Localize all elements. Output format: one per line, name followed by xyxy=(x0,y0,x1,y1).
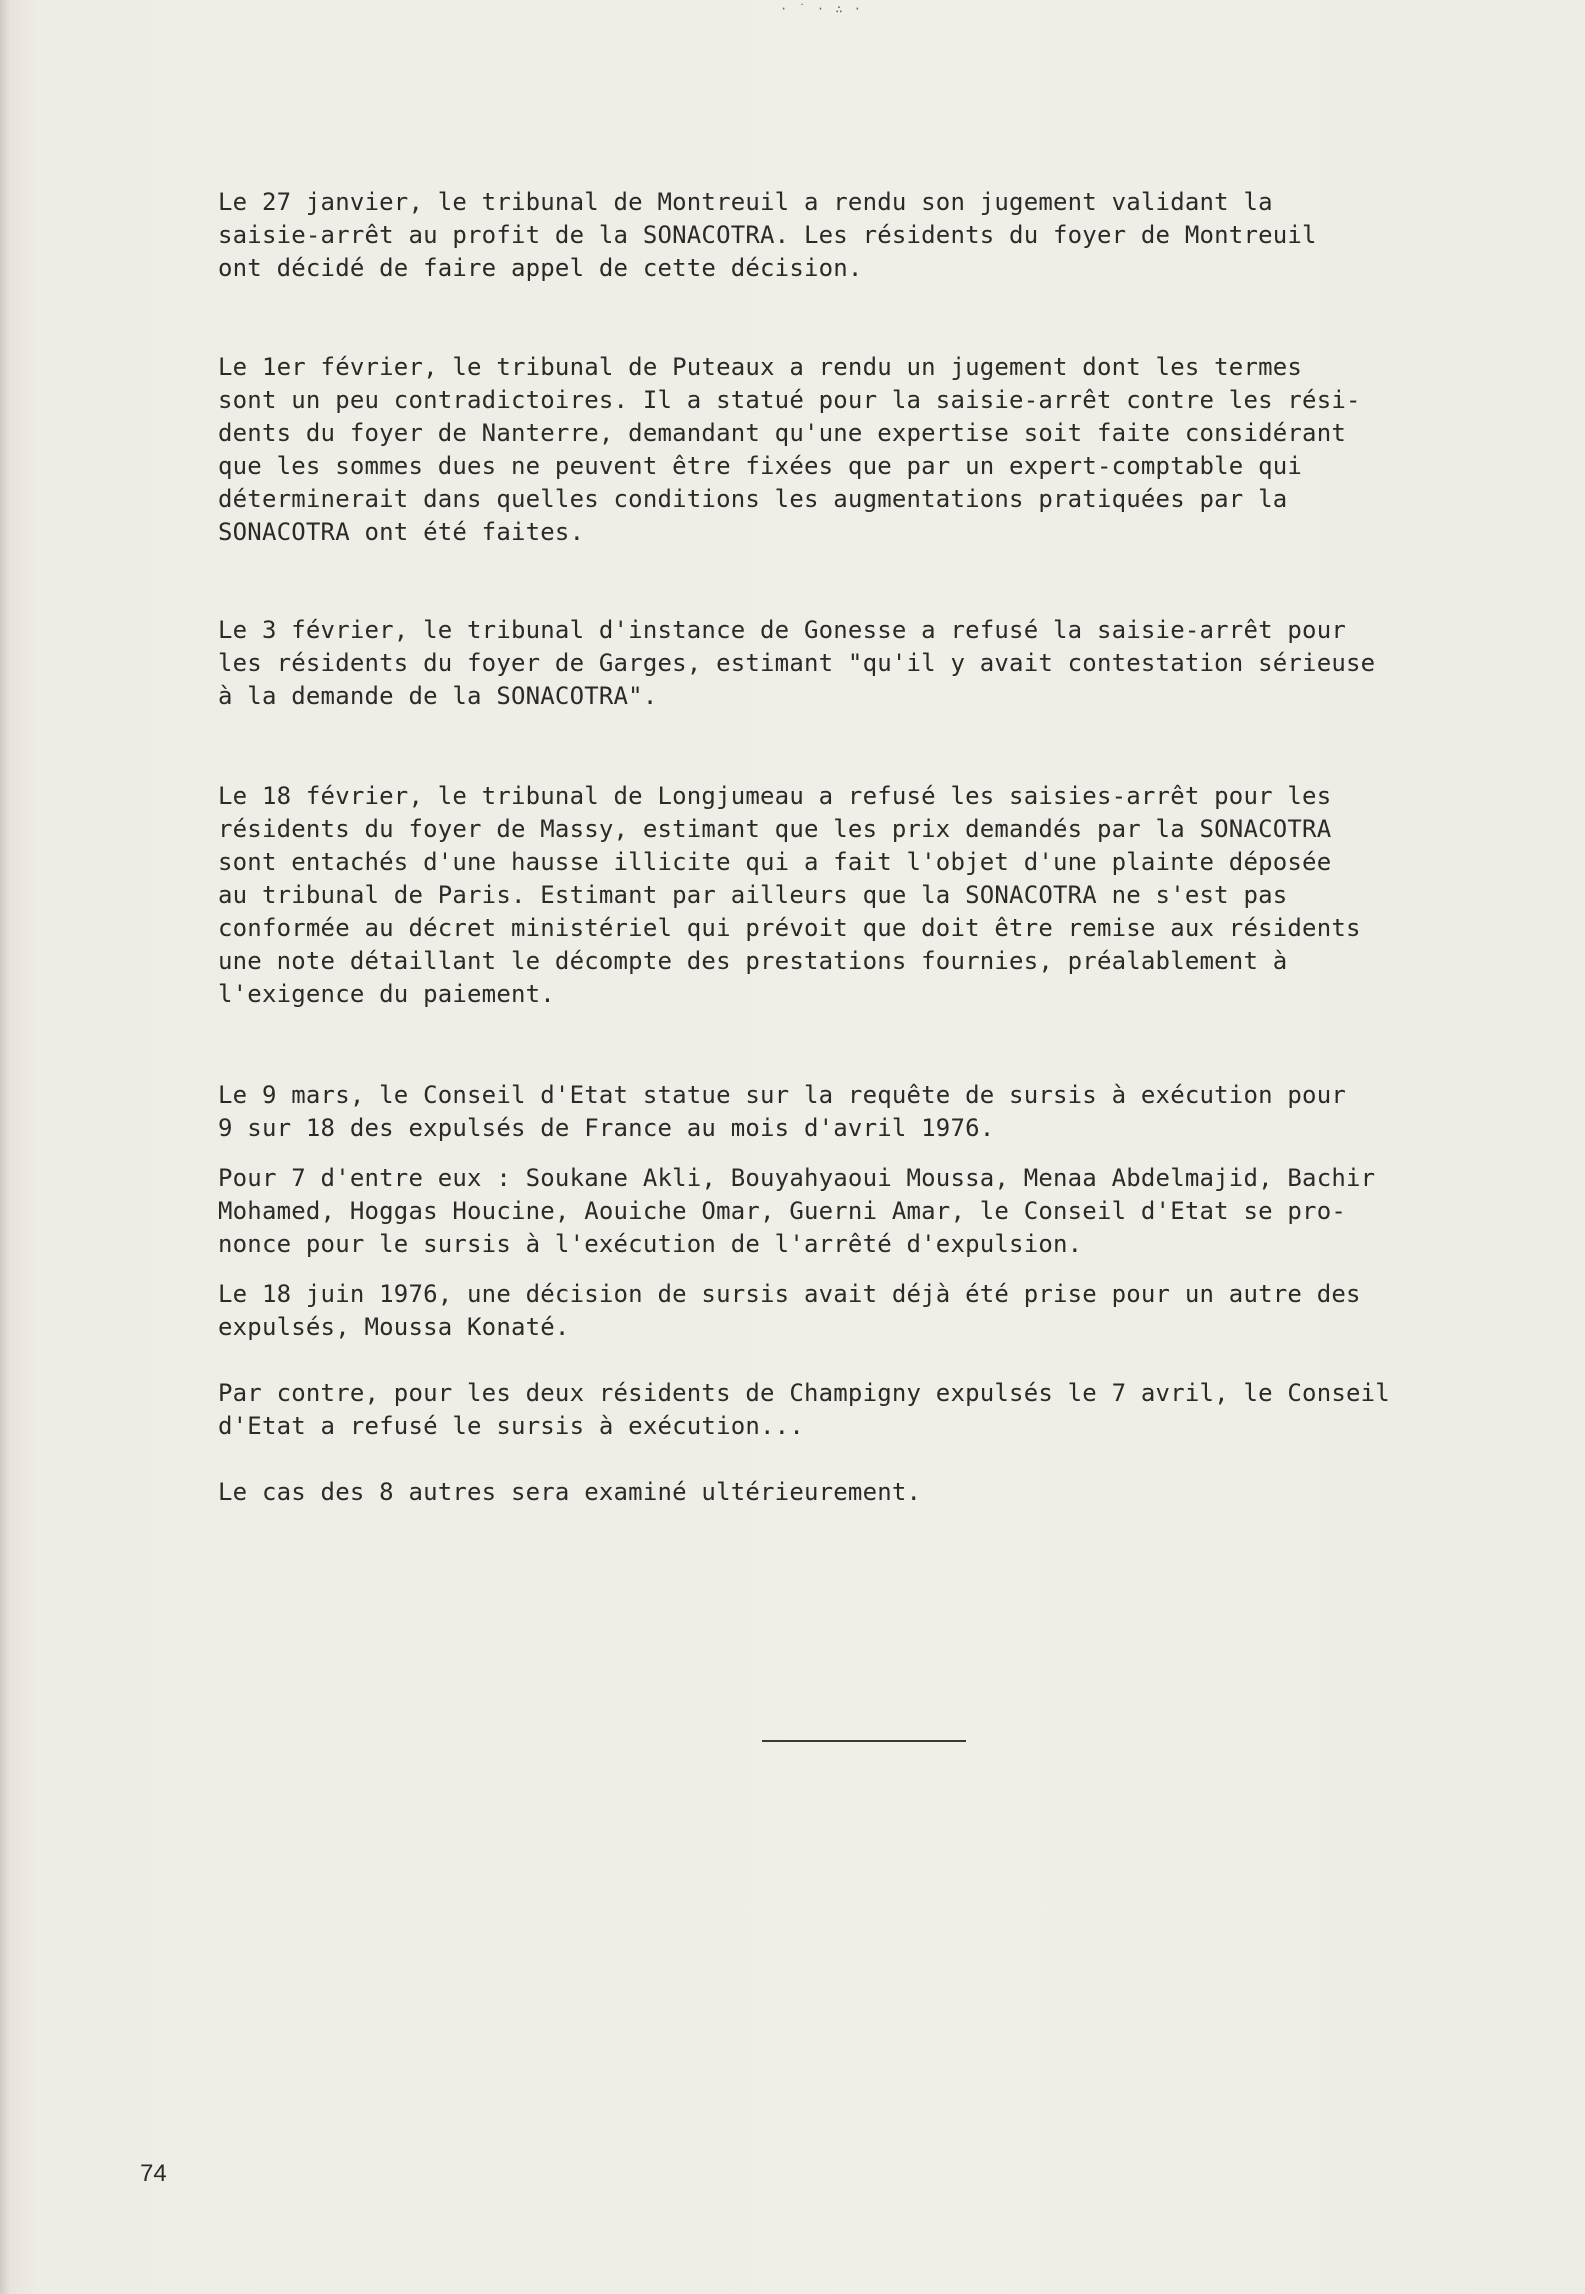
page-number: 74 xyxy=(140,2160,167,2187)
page-binding-edge xyxy=(0,0,10,2294)
paragraph-longjumeau: Le 18 février, le tribunal de Longjumeau a refusé les saisies-arrêt pour les résidents du foyer de Massy, estimant que les prix demandés par la SONACOTRA sont entachés d'une hausse illicite qui a fait l'objet d'une plainte déposée au tribunal de Paris. Estimant par ailleurs que la SONACOTRA ne s'est pas conformée au décret ministériel qui prévoit que doit être remise aux résidents une note détaillant le décompte des prestations fournies, préalablement à l'exigence du paiement. xyxy=(218,782,1361,1008)
paragraph-sursis-list: Pour 7 d'entre eux : Soukane Akli, Bouyahyaoui Moussa, Menaa Abdelmajid, Bachir Mohamed, Hoggas Houcine, Aouiche Omar, Guerni Amar, le Conseil d'Etat se pro- nonce pour le sursis à l'exécution de l'arrêté d'expulsion. xyxy=(218,1164,1376,1258)
paragraph-puteaux: Le 1er février, le tribunal de Puteaux a rendu un jugement dont les termes sont un peu contradictoires. Il a statué pour la saisie-arrêt contre les rési- dents du foyer de Nanterre, demandant qu'une expertise soit faite considérant que les sommes dues ne peuvent être fixées que par un expert-comptable qui déterminerait dans quelles conditions les augmentations pratiquées par la SONACOTRA ont été faites. xyxy=(218,353,1361,546)
paragraph-conseil-etat: Le 9 mars, le Conseil d'Etat statue sur la requête de sursis à exécution pour 9 sur 18 des expulsés de France au mois d'avril 1976. xyxy=(218,1081,1346,1142)
paragraph-montreuil: Le 27 janvier, le tribunal de Montreuil a rendu son jugement validant la saisie-arrêt au profit de la SONACOTRA. Les résidents du foyer de Montreuil ont décidé de faire appel de cette décision. xyxy=(218,188,1317,282)
paragraph-gonesse: Le 3 février, le tribunal d'instance de Gonesse a refusé la saisie-arrêt pour les résidents du foyer de Garges, estimant "qu'il y avait contestation sérieuse à la demande de la SONACOTRA". xyxy=(218,616,1376,710)
paragraph-autres: Le cas des 8 autres sera examiné ultérieurement. xyxy=(218,1478,922,1506)
paragraph-champigny: Par contre, pour les deux résidents de Champigny expulsés le 7 avril, le Conseil d'Etat a refusé le sursis à exécution... xyxy=(218,1379,1390,1440)
scan-specks: · ˙ · ∴ · xyxy=(780,2,864,16)
section-divider xyxy=(762,1740,966,1742)
paragraph-juin-1976: Le 18 juin 1976, une décision de sursis avait déjà été prise pour un autre des expulsés, Moussa Konaté. xyxy=(218,1280,1361,1341)
